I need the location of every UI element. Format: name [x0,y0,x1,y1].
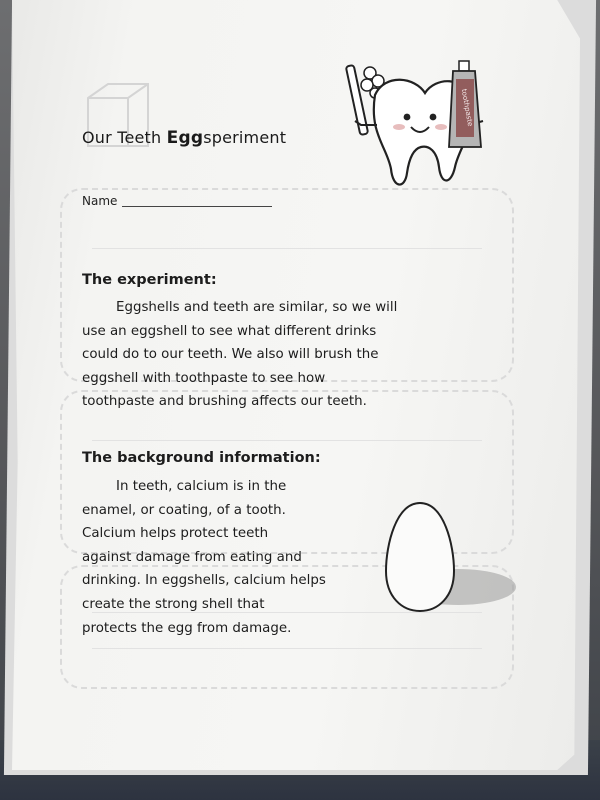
background-line: create the strong shell that [82,596,265,612]
name-field[interactable] [122,206,272,207]
show-through-line [92,648,482,649]
background-text [82,475,326,640]
toothpaste-label: toothpaste [459,88,475,128]
experiment-line: Eggshells and teeth are similar, so we will [116,300,398,315]
egg-icon [378,495,528,620]
experiment-line: could do to our teeth. We also will brush the [82,347,379,363]
background-line: In teeth, calcium is in the [116,479,287,494]
background-line: against damage from eating and [82,549,302,565]
background-line: drinking. In eggshells, calcium helps [82,573,326,589]
title-bold-egg: Egg [166,128,204,148]
background-heading: The background information: [82,450,321,466]
name-label: Name [82,194,118,208]
experiment-heading: The experiment: [82,272,217,288]
background-line: protects the egg from damage. [82,620,292,636]
title-suffix: speriment [203,128,287,147]
tooth-character-icon [325,55,510,205]
experiment-line: toothpaste and brushing affects our teeth. [82,394,367,410]
title-prefix: Our Teeth [82,128,167,147]
show-through-line [92,440,482,441]
experiment-line: eggshell with toothpaste to see how [82,370,326,386]
show-through-line [92,248,482,249]
background-line: enamel, or coating, of a tooth. [82,502,286,518]
toothpaste-icon [449,61,481,147]
worksheet-title [82,128,286,148]
experiment-text [82,296,397,414]
background-line: Calcium helps protect teeth [82,526,269,542]
experiment-line: use an eggshell to see what different drinks [82,323,377,339]
